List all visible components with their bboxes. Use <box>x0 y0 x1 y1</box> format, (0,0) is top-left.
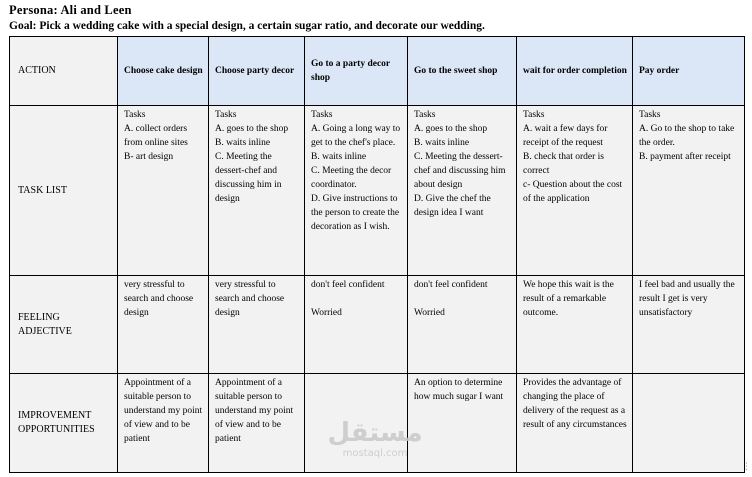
watermark-latin: mostaql.com <box>342 448 408 459</box>
row-header-improvement: IMPROVEMENT OPPORTUNITIES <box>10 374 118 473</box>
feeling-cell: I feel bad and usually the result I get is very unsatisfactory <box>633 276 745 374</box>
column-header: Choose party decor <box>209 37 305 106</box>
feeling-cell: very stressful to search and choose design <box>209 276 305 374</box>
feeling-row <box>10 276 745 374</box>
column-header: Go to a party decor shop <box>305 37 408 106</box>
column-header: Go to the sweet shop <box>408 37 517 106</box>
column-header: Pay order <box>633 37 745 106</box>
improvement-cell: An option to determine how much sugar I want <box>408 374 517 473</box>
task-list-row <box>10 106 745 276</box>
column-header: Choose cake design <box>118 37 209 106</box>
feeling-cell: don't feel confident Worried <box>305 276 408 374</box>
journey-map-table <box>9 36 745 473</box>
row-header-action: ACTION <box>10 37 118 106</box>
task-cell: Tasks A. Going a long way to get to the chef's place. B. waits inline C. Meeting the decor coordinator. D. Give instructions to the person to create the decoration as I wish. <box>305 106 408 276</box>
task-cell: Tasks A. Go to the shop to take the order. B. payment after receipt <box>633 106 745 276</box>
watermark-logo <box>325 418 425 459</box>
improvement-cell: Provides the advantage of changing the place of delivery of the request as a result of any circumstances <box>517 374 633 473</box>
task-cell: Tasks A. collect orders from online sites B- art design <box>118 106 209 276</box>
action-row <box>10 37 745 106</box>
row-header-task-list: TASK LIST <box>10 106 118 276</box>
feeling-cell: very stressful to search and choose design <box>118 276 209 374</box>
persona-title: Persona: Ali and Leen <box>9 3 132 17</box>
feeling-cell: don't feel confident Worried <box>408 276 517 374</box>
task-cell: Tasks A. goes to the shop B. waits inline C. Meeting the dessert-chef and discussing him in design <box>209 106 305 276</box>
resize-corner-icon: ⋮ <box>742 462 751 472</box>
goal-statement: Goal: Pick a wedding cake with a special design, a certain sugar ratio, and decorate our wedding. <box>9 20 485 32</box>
watermark-arabic: مستقل <box>327 418 423 448</box>
column-header: wait for order completion <box>517 37 633 106</box>
task-cell: Tasks A. wait a few days for receipt of the request B. check that order is correct c- Question about the cost of the application <box>517 106 633 276</box>
task-cell: Tasks A. goes to the shop B. waits inline C. Meeting the dessert-chef and discussing him about design D. Give the chef the design idea I want <box>408 106 517 276</box>
improvement-cell <box>633 374 745 473</box>
feeling-cell: We hope this wait is the result of a remarkable outcome. <box>517 276 633 374</box>
improvement-cell: Appointment of a suitable person to understand my point of view and to be patient <box>209 374 305 473</box>
row-header-feeling: FEELING ADJECTIVE <box>10 276 118 374</box>
improvement-cell: Appointment of a suitable person to understand my point of view and to be patient <box>118 374 209 473</box>
